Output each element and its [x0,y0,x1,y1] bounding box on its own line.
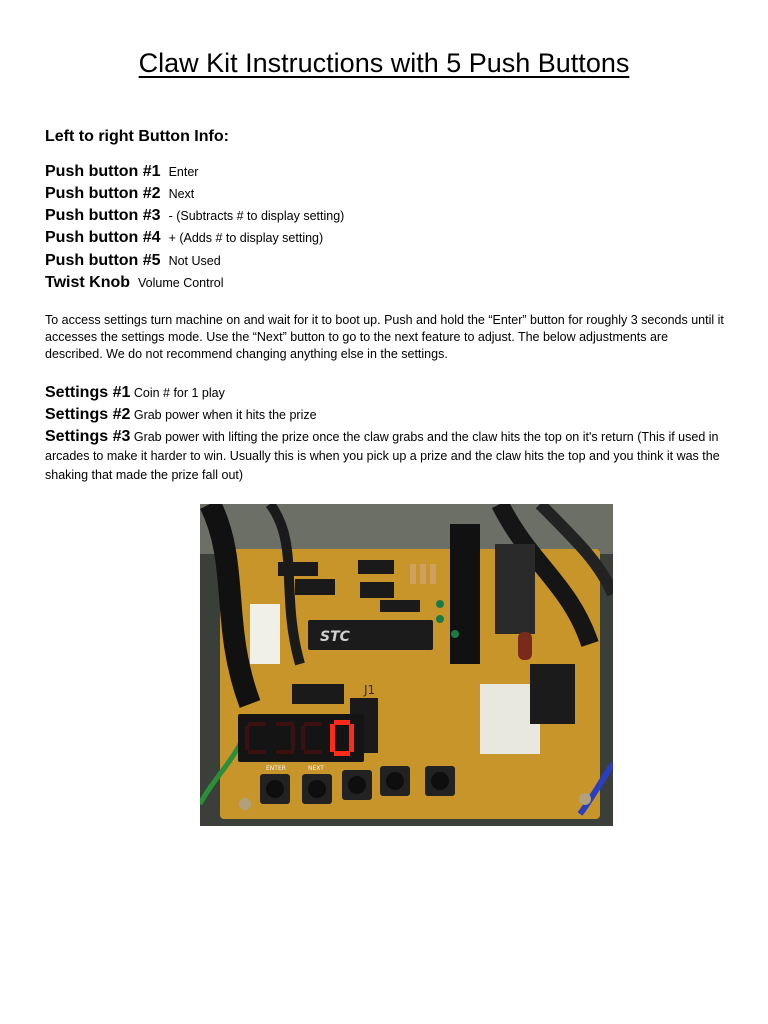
enter-silkscreen-label: ENTER [266,765,286,772]
setting-row [45,427,725,485]
button-label: Push button #1 [45,163,161,180]
button-description: - (Subtracts # to display setting) [168,209,345,223]
setting-label: Settings #3 [45,428,131,445]
button-info-row [45,229,323,251]
button-description: Enter [168,165,199,179]
knob-description: Volume Control [138,276,224,290]
setting-description: Grab power with lifting the prize once the claw grabs and the claw hits the top on it's return (This if used in arcades to make it harder to win. Usually this is when you pick up a prize and the claw hits the top and you think it was the shaking that made the prize fall out) [45,430,720,482]
button-label: Push button #4 [45,229,161,246]
button-info-row [45,252,221,274]
setting-description: Coin # for 1 play [133,386,225,400]
setting-label: Settings #2 [45,406,131,423]
button-label: Push button #2 [45,185,161,202]
circuit-board-illustration [200,504,613,826]
chip-label: STC [320,629,350,645]
knob-label: Twist Knob [45,274,131,291]
setting-description: Grab power when it hits the prize [133,408,317,422]
setting-row [45,383,725,403]
button-info-row [45,163,198,185]
buttons-heading: Left to right Button Info: [45,128,229,145]
button-description: + (Adds # to display setting) [168,231,324,245]
setting-row [45,405,725,425]
next-silkscreen-label: NEXT [308,765,324,772]
button-info-row [45,207,344,229]
button-description: Next [168,187,195,201]
board-label: J1 [364,683,376,697]
button-info-row [45,185,194,207]
knob-info-row [45,274,224,296]
document-title: Claw Kit Instructions with 5 Push Buttons [138,48,630,78]
button-description: Not Used [168,254,221,268]
button-label: Push button #5 [45,252,161,269]
setting-label: Settings #1 [45,384,131,401]
instructions-paragraph: To access settings turn machine on and wait for it to boot up. Push and hold the “Enter” button for roughly 3 seconds until it accesses the settings mode. Use the “Next” button to go to the next feature to adjust. The below adjustments are described. We do not recommend changing anything else in the settings. [45,313,724,361]
circuit-board-photo [200,504,613,826]
button-label: Push button #3 [45,207,161,224]
